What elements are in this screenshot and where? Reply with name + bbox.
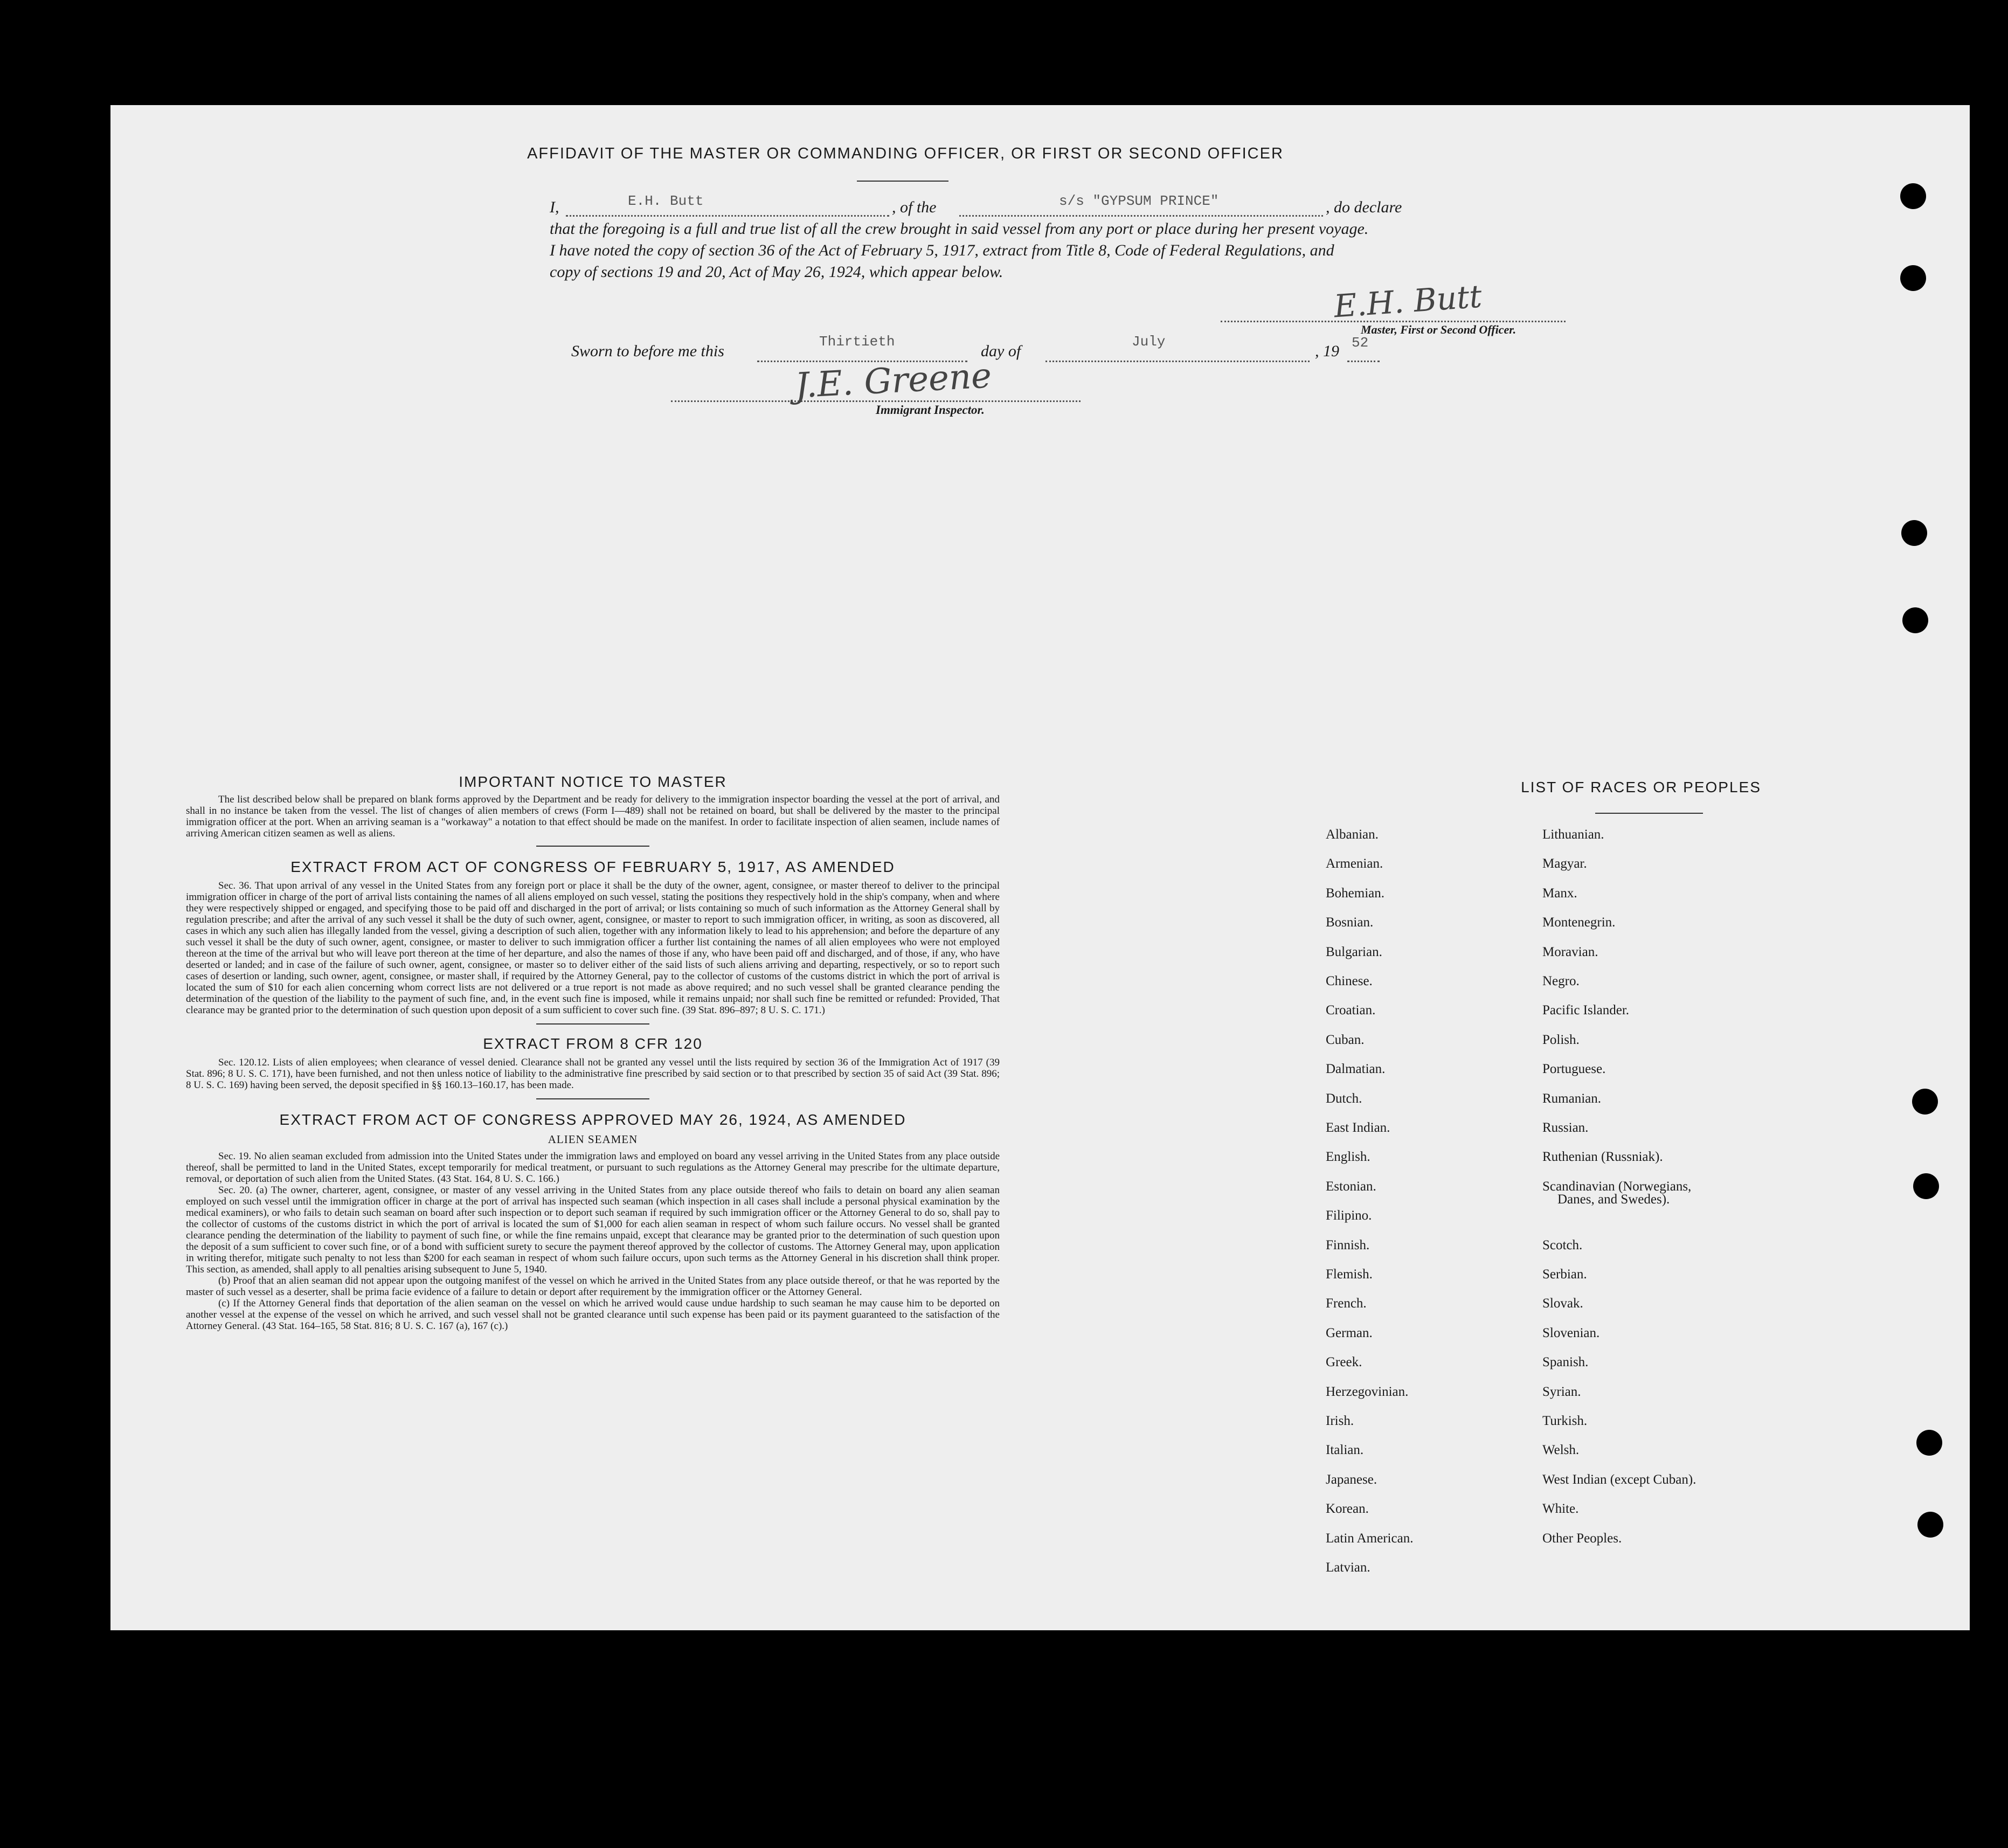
race-item: Finnish. xyxy=(1326,1237,1370,1252)
divider-3 xyxy=(536,1098,649,1099)
race-item: French. xyxy=(1326,1296,1367,1311)
affidavit-line4: copy of sections 19 and 20, Act of May 26, 1924, which appear below. xyxy=(550,263,1003,281)
race-item: Dutch. xyxy=(1326,1091,1362,1106)
inspector-signature: J.E. Greene xyxy=(794,356,993,406)
race-item: Estonian. xyxy=(1326,1179,1376,1194)
alien-seamen-subtitle: ALIEN SEAMEN xyxy=(548,1133,638,1146)
race-item: Slovak. xyxy=(1542,1296,1583,1311)
master-signature-line xyxy=(1221,321,1566,322)
master-name: E.H. Butt xyxy=(628,193,704,209)
binder-hole xyxy=(1916,1430,1942,1456)
race-item: Cuban. xyxy=(1326,1032,1365,1047)
affidavit-i: I, xyxy=(550,198,559,216)
races-title: LIST OF RACES OR PEOPLES xyxy=(1521,779,1761,795)
race-item: Negro. xyxy=(1542,974,1580,988)
affidavit-body xyxy=(550,193,1574,283)
race-item: English. xyxy=(1326,1150,1370,1165)
day-of-label: day of xyxy=(981,342,1021,360)
sworn-month: July xyxy=(1132,334,1166,350)
affidavit-title: AFFIDAVIT OF THE MASTER OR COMMANDING OFFICER, OR FIRST OR SECOND OFFICER xyxy=(527,145,1284,162)
race-item: Latin American. xyxy=(1326,1531,1414,1546)
race-item: Flemish. xyxy=(1326,1267,1373,1282)
race-item: Chinese. xyxy=(1326,974,1373,988)
binder-hole xyxy=(1901,520,1927,546)
race-item: Croatian. xyxy=(1326,1003,1376,1018)
year-suffix: 52 xyxy=(1352,335,1369,351)
race-item: Danes, and Swedes). xyxy=(1557,1192,1670,1207)
do-declare-label: , do declare xyxy=(1326,198,1402,216)
race-item: Filipino. xyxy=(1326,1208,1372,1223)
affidavit-line2: that the foregoing is a full and true list of all the crew brought in said vessel from any port or place during her present voyage. xyxy=(550,220,1369,238)
race-item: Latvian. xyxy=(1326,1560,1370,1575)
race-item: Herzegovinian. xyxy=(1326,1384,1409,1399)
race-item: West Indian (except Cuban). xyxy=(1542,1472,1697,1487)
binder-hole xyxy=(1900,183,1926,209)
race-item: Russian. xyxy=(1542,1120,1589,1135)
sec20a-text: Sec. 20. (a) The owner, charterer, agent, consignee, or master of any vessel arriving in the United States from any place outside thereof who fails to detain on board any alien seaman employed on such vessel until the immigration officer in charge at the port of arrival has inspected such seaman (which inspection in all cases shall include a personal physical examination by the medical examiners), or who fails to detain such seaman on board after such inspection or to deport such seaman if required by such immigration officer or the Attorney General to do so, shall pay to the collector of customs of the customs district in which the port of arrival is located the sum of $1,000 for each alien seaman in respect of whom such failure occurs. No vessel shall be granted clearance pending the determination of the liability to payment of such fine, or while the fine remains unpaid, except that clearance may be granted prior to the determination of such question upon the deposit of a sum sufficient to cover such fine, or of a bond with sufficient surety to secure the payment thereof approved by the collector of customs. The Attorney General may, upon application in writing therefor, mitigate such penalty to not less than $200 for each seaman in respect of whom such failure occurs, upon such terms as the Attorney General in his discretion shall think proper. This section, as amended, shall apply to all penalties arising subsequent to June 5, 1940. xyxy=(186,1185,1000,1275)
sec19-text: Sec. 19. No alien seaman excluded from admission into the United States under the immigration laws and employed on board any vessel arriving in the United States from any place outside thereof, shall be permitted to land in the United States, except temporarily for medical treatment, or pursuant to such regulations as the Attorney General may prescribe for the ultimate departure, removal, or deportation of such alien from the United States. (43 Stat. 164, 8 U. S. C. 166.) xyxy=(186,1151,1000,1185)
affidavit-line3: I have noted the copy of section 36 of the Act of February 5, 1917, extract from Title 8, Code of Federal Regulations, and xyxy=(550,241,1334,259)
race-item: Ruthenian (Russniak). xyxy=(1542,1150,1663,1165)
binder-hole xyxy=(1913,1173,1939,1199)
year-line xyxy=(1347,361,1380,362)
race-item: Serbian. xyxy=(1542,1267,1587,1282)
binder-hole xyxy=(1912,1089,1938,1115)
race-item: Greek. xyxy=(1326,1355,1362,1370)
title-underline xyxy=(857,181,948,182)
name-line xyxy=(566,215,889,217)
race-item: Armenian. xyxy=(1326,856,1383,871)
document-page xyxy=(110,105,1970,1630)
race-item: Turkish. xyxy=(1542,1414,1588,1428)
race-item: Welsh. xyxy=(1542,1443,1580,1458)
binder-hole xyxy=(1902,607,1928,633)
divider-2 xyxy=(536,1023,649,1025)
legal-column xyxy=(186,773,1000,1332)
race-item: Other Peoples. xyxy=(1542,1531,1622,1546)
race-item: Bosnian. xyxy=(1326,915,1374,930)
race-item: Manx. xyxy=(1542,885,1577,901)
race-item: German. xyxy=(1326,1325,1373,1340)
year-prefix: , 19 xyxy=(1315,342,1339,360)
notice-title: IMPORTANT NOTICE TO MASTER xyxy=(459,773,727,790)
race-item: White. xyxy=(1542,1501,1579,1517)
race-item: Pacific Islander. xyxy=(1542,1003,1630,1018)
race-item: Korean. xyxy=(1326,1501,1369,1517)
binder-hole xyxy=(1917,1512,1943,1538)
sworn-prefix: Sworn to before me this xyxy=(571,342,724,360)
race-item: Irish. xyxy=(1326,1414,1354,1428)
race-item: Rumanian. xyxy=(1542,1091,1602,1106)
race-item: Scotch. xyxy=(1542,1237,1583,1252)
race-item: Scandinavian (Norwegians, xyxy=(1542,1179,1692,1194)
race-item: Polish. xyxy=(1542,1032,1580,1047)
binder-hole xyxy=(1900,265,1926,291)
race-item: Italian. xyxy=(1326,1443,1364,1458)
vessel-name: s/s "GYPSUM PRINCE" xyxy=(1059,193,1219,209)
sec20b-text: (b) Proof that an alien seaman did not appear upon the outgoing manifest of the vessel on which he arrived in the United States from any place outside thereof, or that he was reported by the master of such vessel as a deserter, shall be prima facie evidence of a failure to detain or deport after requirement by the immigration officer or the Attorney General. xyxy=(186,1275,1000,1298)
sworn-line xyxy=(571,334,1434,375)
race-item: Lithuanian. xyxy=(1542,827,1604,842)
race-item: Syrian. xyxy=(1542,1384,1581,1399)
race-item: Japanese. xyxy=(1326,1472,1377,1487)
master-officer-label: Master, First or Second Officer. xyxy=(1361,323,1517,336)
race-item: Magyar. xyxy=(1542,856,1587,871)
race-item: Dalmatian. xyxy=(1326,1062,1386,1077)
extract-1917-title: EXTRACT FROM ACT OF CONGRESS OF FEBRUARY 5, 1917, AS AMENDED xyxy=(290,859,895,875)
master-signature: E.H. Butt xyxy=(1332,278,1483,325)
race-item: Bulgarian. xyxy=(1326,944,1382,959)
extract-1924-title: EXTRACT FROM ACT OF CONGRESS APPROVED MAY 26, 1924, AS AMENDED xyxy=(279,1111,906,1128)
race-item: Moravian. xyxy=(1542,944,1598,959)
races-divider xyxy=(1595,813,1703,814)
race-item: Slovenian. xyxy=(1542,1325,1600,1340)
extract-cfr-title: EXTRACT FROM 8 CFR 120 xyxy=(483,1035,703,1052)
of-the-label: , of the xyxy=(892,198,937,216)
sec20c-text: (c) If the Attorney General finds that deportation of the alien seaman on the vessel on which he arrived would cause undue hardship to such seaman he may cause him to be deported on another vessel at the expense of the vessel on which he arrived, and such vessel shall not be granted clearance until such expense has been paid or its payment guaranteed to the satisfaction of the Attorney General. (43 Stat. 164–165, 58 Stat. 816; 8 U. S. C. 167 (a), 167 (c).) xyxy=(186,1298,1000,1332)
race-item: East Indian. xyxy=(1326,1120,1390,1135)
notice-text: The list described below shall be prepared on blank forms approved by the Department and be ready for delivery to the immigration inspector boarding the vessel at the port of arrival, and shall in no instance be taken from the vessel. The list of changes of alien members of crews (Form I—489) shall not be retained on board, but shall be delivered by the master to the principal immigration officer at the port. When an arriving seaman is a "workaway" a notation to that effect should be made on the manifest. In order to facilitate inspection of alien seamen, include names of arriving American citizen seamen as well as aliens. xyxy=(186,794,1000,839)
extract-cfr-text: Sec. 120.12. Lists of alien employees; when clearance of vessel denied. Clearance shall not be granted any vessel until the lists required by section 36 of the Immigration Act of 1917 (39 Stat. 896; 8 U. S. C. 171), have been furnished, and not then unless notice of liability to the administrative fine prescribed by said section or to that prescribed by section 35 of said Act (39 Stat. 896; 8 U. S. C. 169) having been served, the deposit specified in §§ 160.13–160.17, has been made. xyxy=(186,1057,1000,1091)
race-item: Albanian. xyxy=(1326,827,1379,842)
race-item: Portuguese. xyxy=(1542,1062,1606,1077)
sworn-day: Thirtieth xyxy=(819,334,895,350)
extract-1917-text: Sec. 36. That upon arrival of any vessel in the United States from any foreign port or place it shall be the duty of the owner, agent, consignee, or master thereof to deliver to the principal immigration officer in charge of the port of arrival lists containing the names of all aliens employed on such vessel, stating the positions they respectively hold in the ship's company, when and where they were respectively shipped or engaged, and specifying those to be paid off and discharged in the port of arrival; or lists containing so much of such information as the Attorney General shall by regulation prescribe; and after the arrival of any such vessel it shall be the duty of such owner, agent, consignee, or master to report to such immigration officer, in writing, as soon as discovered, all cases in which any such alien has illegally landed from the vessel, giving a description of such alien, together with any information likely to lead to his apprehension; and before the departure of any such vessel it shall be the duty of such owner, agent, consignee, or master to deliver to such immigration officer a further list containing the names of all alien employees who were not employed thereon at the time of the arrival but who will leave port thereon at the time of her departure, and also the names of those if any, who have been paid off and discharged, and of those, if any, who have deserted or landed; and in case of the failure of such owner, agent, consignee, or master so to deliver either of the said lists of such aliens arriving and departing, respectively, or so to report such cases of desertion or landing, such owner, agent, consignee, or master shall, if required by the Attorney General, pay to the collector of customs of the customs district in which the port of arrival is located the sum of $10 for each alien concerning whom correct lists are not delivered or a true report is not made as above required; and no such vessel shall be granted clearance pending the determination of the question of the liability to the payment of such fine, and, in the event such fine is imposed, while it remains unpaid; nor shall such fine be remitted or refunded: Provided, That clearance may be granted prior to the determination of such question upon deposit of a sum sufficient to cover such fine. (39 Stat. 896–897; 8 U. S. C. 171.) xyxy=(186,880,1000,1016)
divider-1 xyxy=(536,846,649,847)
race-item: Montenegrin. xyxy=(1542,915,1616,930)
inspector-label: Immigrant Inspector. xyxy=(876,403,985,417)
vessel-line xyxy=(959,215,1323,217)
sworn-month-line xyxy=(1045,361,1310,362)
race-item: Bohemian. xyxy=(1326,885,1385,901)
race-item: Spanish. xyxy=(1542,1355,1589,1370)
